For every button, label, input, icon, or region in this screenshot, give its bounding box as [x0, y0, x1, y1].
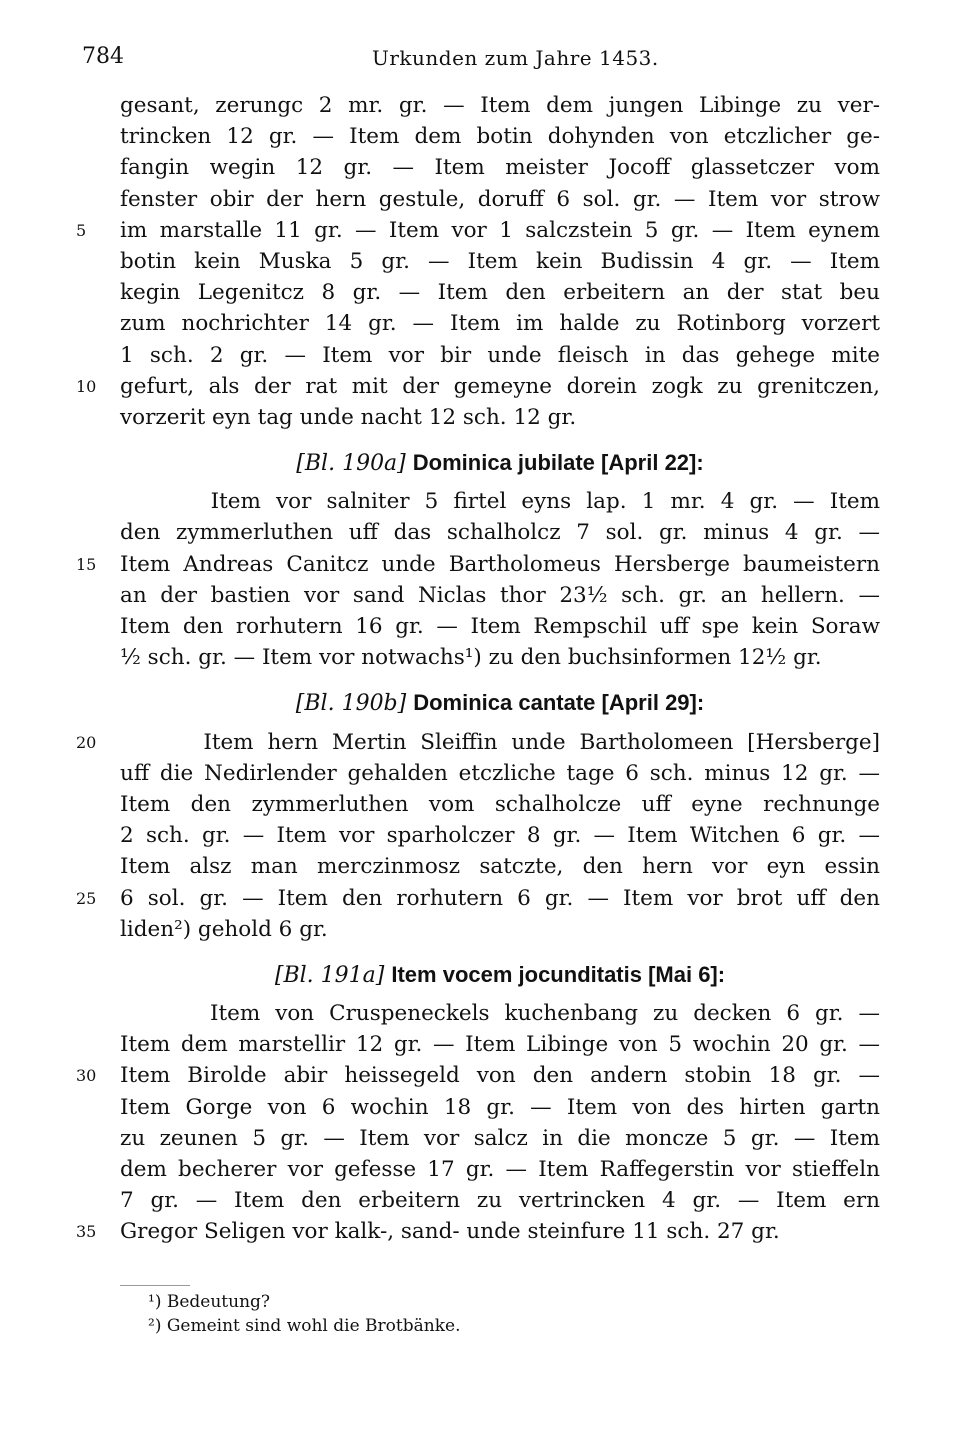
text-line: [120, 340, 880, 371]
line-number: 10: [76, 376, 97, 396]
line-text: ½ sch. gr. — Item vor notwachs¹) zu den buchsinformen 12½ gr.: [120, 645, 822, 671]
text-line: [120, 1029, 880, 1060]
line-text: Item Gorge von 6 wochin 18 gr. — Item von des hirten gartn: [120, 1094, 880, 1120]
text-line: [120, 246, 880, 277]
section-title: Dominica cantate [April 29]:: [413, 690, 705, 716]
line-text: Item dem marstellir 12 gr. — Item Libinge von 5 wochin 20 gr. —: [120, 1032, 880, 1058]
line-text: 2 sch. gr. — Item vor sparholczer 8 gr. — Item Witchen 6 gr. —: [120, 823, 880, 849]
line-text: uff die Nedirlender gehalden etczliche tage 6 sch. minus 12 gr. —: [120, 760, 880, 786]
text-line: [120, 1185, 880, 1216]
line-text: Item von Cruspeneckels kuchenbang zu decken 6 gr. —: [120, 1001, 880, 1027]
line-text: 6 sol. gr. — Item den rorhutern 6 gr. — Item vor brot uff den: [120, 885, 880, 911]
line-text: Item den zymmerluthen vom schalholcze uff eyne rechnunge: [120, 791, 880, 817]
text-line: [120, 851, 880, 882]
line-text: vorzerit eyn tag unde nacht 12 sch. 12 gr.: [120, 404, 577, 430]
text-line: [120, 152, 880, 183]
text-line: [120, 1154, 880, 1185]
text-line: [120, 517, 880, 548]
line-number: 30: [76, 1066, 97, 1086]
text-line: [76, 727, 880, 758]
section-title: Item vocem jocunditatis [Mai 6]:: [391, 961, 726, 987]
line-text: Item Birolde abir heissegeld von den andern stobin 18 gr. —: [120, 1063, 880, 1089]
line-text: an der bastien vor sand Niclas thor 23½ sch. gr. an hellern. —: [120, 582, 880, 608]
text-line: [120, 914, 880, 945]
line-text: Item alsz man merczinmosz satczte, den hern vor eyn essin: [120, 854, 880, 880]
text-line: [76, 549, 880, 580]
line-text: Item den rorhutern 16 gr. — Item Rempschil uff spe kein Soraw: [120, 614, 880, 639]
text-line: [120, 789, 880, 820]
text-line: [120, 758, 880, 789]
text-line: [120, 308, 880, 339]
line-text: Gregor Seligen vor kalk-, sand- unde steinfure 11 sch. 27 gr.: [120, 1219, 780, 1245]
section-heading: [120, 447, 880, 478]
text-line: [120, 402, 880, 433]
line-text: Item Andreas Canitcz unde Bartholomeus Hersberge baumeistern: [120, 551, 880, 577]
text-line: [120, 121, 880, 152]
text-line: [76, 1060, 880, 1091]
line-text: fangin wegin 12 gr. — Item meister Jocoff glassetczer vom: [120, 155, 880, 181]
line-text: 7 gr. — Item den erbeitern zu vertrincken 4 gr. — Item ern: [120, 1188, 880, 1214]
line-text: den zymmerluthen uff das schalholcz 7 sol. gr. minus 4 gr. —: [120, 520, 880, 546]
text-line: [120, 486, 880, 517]
line-text: zu zeunen 5 gr. — Item vor salcz in die moncze 5 gr. — Item: [120, 1125, 880, 1151]
folio-reference: [Bl. 190a]: [296, 451, 406, 477]
line-text: gesant, zerungc 2 mr. gr. — Item dem jungen Libinge zu ver-: [120, 93, 880, 118]
running-head: Urkunden zum Jahre 1453.: [372, 46, 659, 70]
page-number: 784: [82, 44, 124, 69]
line-text: im marstalle 11 gr. — Item vor 1 salczstein 5 gr. — Item eynem: [120, 217, 880, 243]
folio-reference: [Bl. 191a]: [274, 962, 385, 988]
line-text: Item hern Mertin Sleiffin unde Bartholomeen [Hersberge]: [120, 729, 880, 755]
line-number: 5: [76, 220, 87, 240]
text-line: [120, 184, 880, 215]
text-line: [76, 215, 880, 246]
line-text: gefurt, als der rat mit der gemeyne dorein zogk zu grenitczen,: [120, 373, 880, 399]
folio-reference: [Bl. 190b]: [295, 691, 407, 717]
line-text: kegin Legenitcz 8 gr. — Item den erbeitern an der stat beu: [120, 280, 880, 306]
line-text: Item vor salniter 5 firtel eyns lap. 1 mr. 4 gr. — Item: [120, 489, 880, 515]
text-line: [120, 998, 880, 1029]
line-text: fenster obir der hern gestule, doruff 6 sol. gr. — Item vor strow: [120, 186, 880, 212]
document-body: [76, 90, 880, 1248]
line-number: 25: [76, 888, 97, 908]
text-line: [120, 1123, 880, 1154]
text-line: [120, 642, 880, 673]
footnote: ¹) Bedeutung?: [148, 1292, 271, 1312]
line-text: botin kein Muska 5 gr. — Item kein Budissin 4 gr. — Item: [120, 248, 880, 274]
text-line: [76, 371, 880, 402]
text-line: [120, 580, 880, 611]
footnote-rule: [120, 1285, 190, 1286]
section-heading: [120, 959, 880, 990]
line-text: dem becherer vor gefesse 17 gr. — Item Raffegerstin vor stieffeln: [120, 1157, 880, 1182]
text-line: [76, 883, 880, 914]
text-line: [120, 277, 880, 308]
line-text: trincken 12 gr. — Item dem botin dohynden von etczlicher ge-: [120, 124, 880, 150]
text-line: [120, 90, 880, 121]
section-heading: [120, 687, 880, 718]
text-line: [120, 820, 880, 851]
footnote: ²) Gemeint sind wohl die Brotbänke.: [148, 1316, 461, 1336]
line-number: 20: [76, 732, 97, 752]
text-line: [120, 611, 880, 642]
line-text: 1 sch. 2 gr. — Item vor bir unde fleisch in das gehege mite: [120, 342, 880, 368]
line-text: liden²) gehold 6 gr.: [120, 916, 328, 942]
footnotes: [148, 1290, 460, 1338]
line-number: 35: [76, 1222, 97, 1242]
section-title: Dominica jubilate [April 22]:: [412, 450, 704, 476]
line-text: zum nochrichter 14 gr. — Item im halde zu Rotinborg vorzert: [120, 311, 880, 337]
line-number: 15: [76, 554, 97, 574]
text-line: [76, 1216, 880, 1247]
text-line: [120, 1092, 880, 1123]
